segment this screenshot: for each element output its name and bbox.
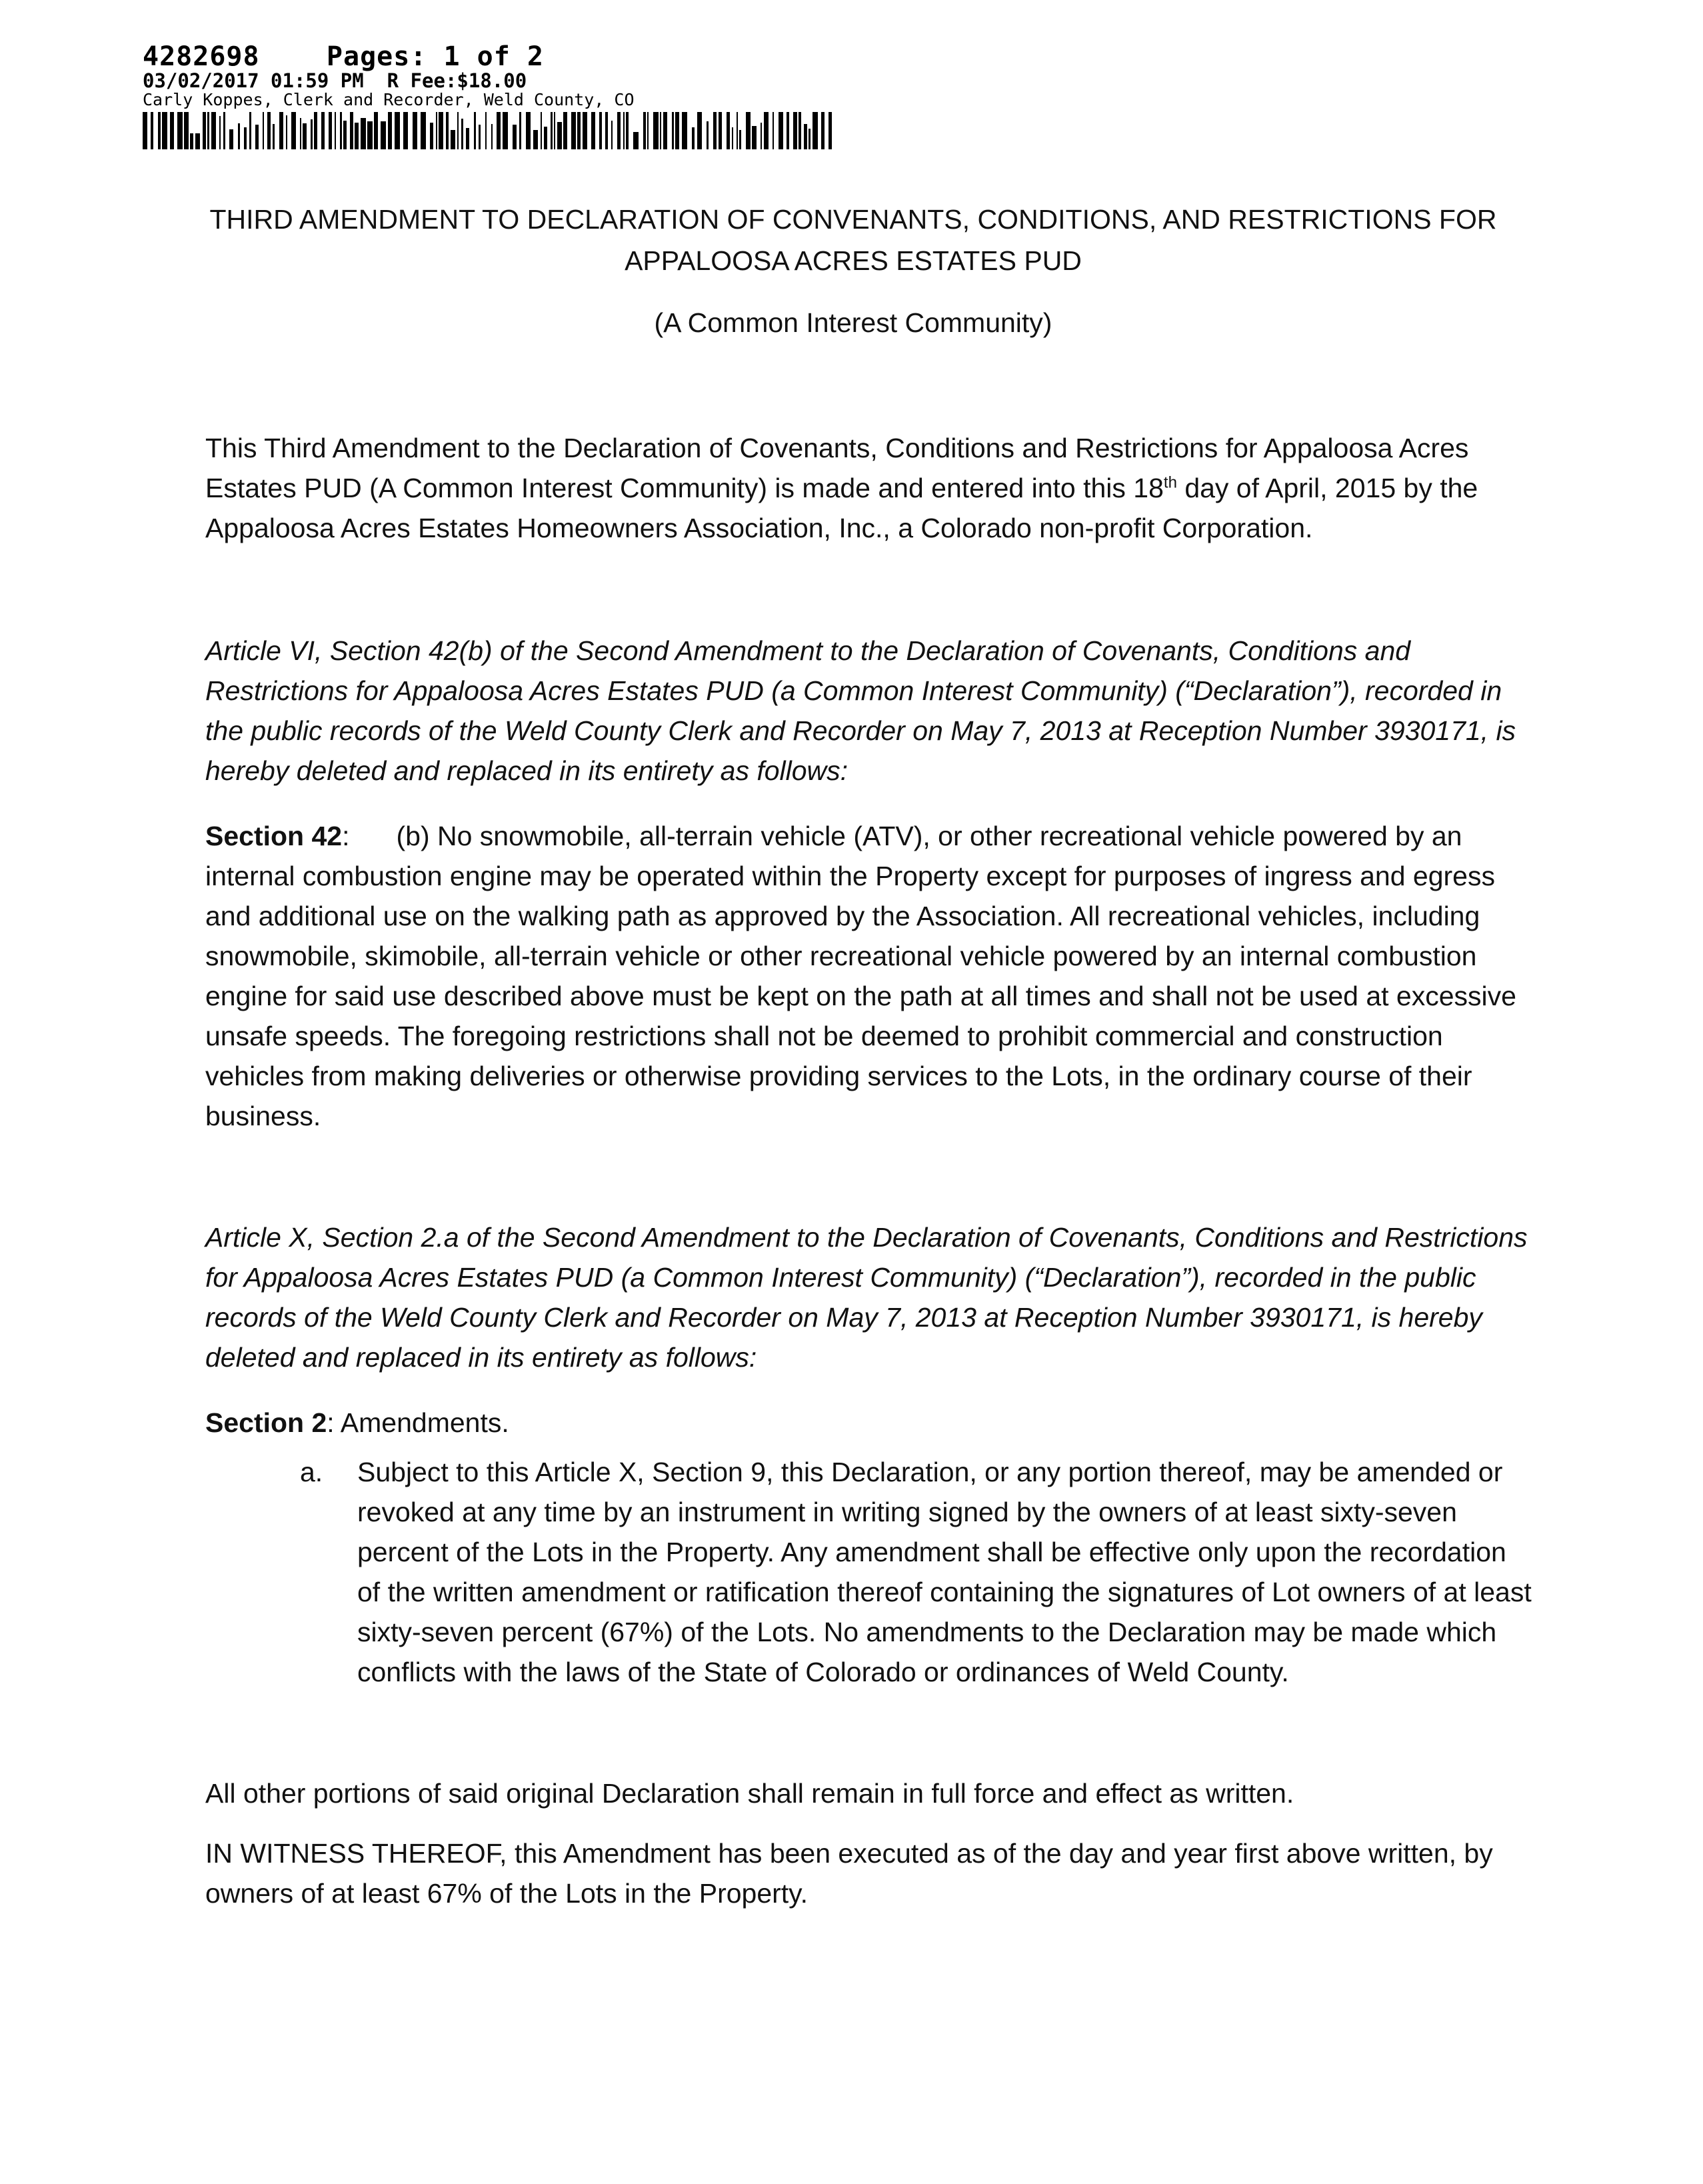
witness-paragraph: IN WITNESS THEREOF, this Amendment has been executed as of the day and year first above written, by owners of at least 67% of the Lots in the Property. xyxy=(205,1838,1493,1909)
barcode-bar xyxy=(143,112,147,149)
barcode-bar xyxy=(513,125,517,149)
barcode-bar xyxy=(457,112,459,149)
barcode-bar xyxy=(773,112,774,149)
barcode-bar xyxy=(643,112,646,149)
barcode-bar xyxy=(413,112,417,149)
barcode-bar xyxy=(599,112,602,149)
barcode-bar xyxy=(207,112,209,149)
barcode-bar xyxy=(737,112,738,149)
barcode-bar xyxy=(361,118,366,149)
document-subtitle: (A Common Interest Community) xyxy=(654,307,1052,338)
title-line-2: APPALOOSA ACRES ESTATES PUD xyxy=(625,245,1082,276)
section-2-heading: Section 2 xyxy=(205,1407,327,1438)
barcode-bar xyxy=(195,133,200,149)
barcode-bar xyxy=(533,130,538,149)
barcode-bar xyxy=(381,121,386,149)
barcode-bar xyxy=(279,112,283,149)
intro-text-after: day of April, 2015 by the Appaloosa Acres Estates Homeowners Association, Inc., a Colorado non-profit Corporation. xyxy=(205,473,1478,543)
barcode-bar xyxy=(503,112,508,149)
barcode-bar xyxy=(554,112,555,149)
barcode-bar xyxy=(403,112,408,149)
barcode-bar xyxy=(238,123,240,149)
recorder-name: Carly Koppes, Clerk and Recorder, Weld County, CO xyxy=(143,90,635,109)
barcode-bar xyxy=(479,125,481,149)
barcode-image xyxy=(143,112,836,149)
barcode-bar xyxy=(388,112,392,149)
amendment-list-item xyxy=(300,1452,1533,1692)
barcode-bar xyxy=(229,129,233,149)
barcode-bar xyxy=(577,112,581,149)
barcode-bar xyxy=(491,124,493,149)
barcode-bar xyxy=(367,121,373,149)
barcode-bar xyxy=(626,112,629,149)
barcode-bar xyxy=(439,112,443,149)
barcode-bar xyxy=(321,112,325,149)
barcode-bar xyxy=(190,133,193,149)
barcode-bar xyxy=(355,123,359,149)
barcode-bar xyxy=(779,112,783,149)
barcode-bar xyxy=(162,112,167,149)
page-count: Pages: 1 of 2 xyxy=(326,41,544,72)
barcode-bar xyxy=(623,112,625,149)
section-2-heading-line xyxy=(205,1403,1532,1443)
barcode-bar xyxy=(421,112,426,149)
barcode-bar xyxy=(461,119,463,149)
barcode-bar xyxy=(244,127,247,149)
barcode-bar xyxy=(675,112,679,149)
barcode-bar xyxy=(300,118,301,149)
barcode-bar xyxy=(474,112,476,149)
barcode-bar xyxy=(583,112,587,149)
barcode-bar xyxy=(526,112,531,149)
barcode-bar xyxy=(611,121,613,149)
stamp-datetime-fee xyxy=(143,71,635,91)
barcode-bar xyxy=(519,112,521,149)
barcode-bar xyxy=(286,115,287,149)
barcode-bar xyxy=(697,112,702,149)
barcode-bar xyxy=(335,112,336,149)
barcode-bar xyxy=(223,112,225,149)
section-42-heading: Section 42 xyxy=(205,821,343,851)
barcode-bar xyxy=(719,112,722,149)
barcode-bar xyxy=(267,112,271,149)
barcode-bar xyxy=(249,112,251,149)
barcode-bar xyxy=(273,124,275,149)
barcode-bar xyxy=(746,112,751,149)
barcode-bar xyxy=(311,119,313,149)
recording-stamp xyxy=(143,43,635,109)
barcode-bar xyxy=(591,112,595,149)
barcode-bar xyxy=(672,112,674,149)
barcode-bar xyxy=(571,112,576,149)
reception-number: 4282698 xyxy=(143,41,260,72)
barcode-bar xyxy=(821,112,825,149)
barcode-bar xyxy=(184,112,189,149)
barcode-bar xyxy=(343,121,347,149)
barcode-bar xyxy=(314,112,317,149)
list-item-text: Subject to this Article X, Section 9, this Declaration, or any portion thereof, may be amended or revoked at any time by an instrument in writing signed by the owners of at least sixty-seven percent of the Lots in the Property. Any amendment shall be effective only upon the recordation of the written amendment or ratification thereof containing the signatures of Lot owners of at least sixty-seven percent (67%) of the Lots. No amendments to the Declaration may be made which conflicts with the laws of the State of Colorado or ordinances of Weld County. xyxy=(357,1457,1532,1687)
barcode-bar xyxy=(804,124,807,149)
barcode-bar xyxy=(211,112,216,149)
barcode-bar xyxy=(497,112,501,149)
intro-paragraph xyxy=(205,428,1532,548)
barcode-bar xyxy=(436,112,437,149)
barcode-bar xyxy=(557,122,562,149)
barcode-bar xyxy=(551,112,553,149)
barcode-bar xyxy=(303,123,307,149)
barcode-bar xyxy=(485,112,487,149)
barcode-bar xyxy=(739,130,741,149)
barcode-bar xyxy=(653,112,659,149)
barcode-bar xyxy=(374,112,378,149)
article-vi-paragraph: Article VI, Section 42(b) of the Second Amendment to the Declaration of Covenants, Conditions and Restrictions for Appaloosa Acres Estates PUD (a Common Interest Community) (“Declaration”), recorded in the public records of the Weld County Clerk and Recorder on May 7, 2013 at Reception Number 3930171, is hereby deleted and replaced in its entirety as follows: xyxy=(205,635,1516,786)
barcode-bar xyxy=(451,130,455,149)
intro-text-before: This Third Amendment to the Declaration of Covenants, Conditions and Restrictions for Appaloosa Acres Estates PUD (A Common Interest Community) is made and entered into this 18 xyxy=(205,433,1469,503)
barcode-bar xyxy=(809,129,811,149)
barcode-bar xyxy=(787,112,789,149)
title-line-1: THIRD AMENDMENT TO DECLARATION OF CONVENANTS, CONDITIONS, AND RESTRICTIONS FOR xyxy=(209,204,1497,235)
barcode-bar xyxy=(647,112,649,149)
barcode-bar xyxy=(761,123,762,149)
list-item-marker: a. xyxy=(300,1457,323,1487)
barcode-bar xyxy=(466,128,469,149)
barcode-bar xyxy=(291,112,296,149)
recording-fee: R Fee:$18.00 xyxy=(387,69,527,92)
barcode-bar xyxy=(829,112,832,149)
barcode-bar xyxy=(682,112,687,149)
section-42-paragraph xyxy=(205,816,1532,1136)
barcode-bar xyxy=(541,112,542,149)
other-portions-paragraph: All other portions of said original Declaration shall remain in full force and effect as written. xyxy=(205,1778,1294,1809)
section-2-title: : Amendments. xyxy=(327,1407,509,1438)
barcode-bar xyxy=(219,116,221,149)
barcode-bar xyxy=(764,112,769,149)
barcode-bar xyxy=(732,127,733,149)
section-42-colon: : xyxy=(342,821,350,851)
intro-ordinal-suffix: th xyxy=(1163,473,1177,492)
barcode-bar xyxy=(713,112,717,149)
barcode-bar xyxy=(395,112,400,149)
barcode-bar xyxy=(793,112,797,149)
barcode-bar xyxy=(350,112,353,149)
barcode-bar xyxy=(617,112,621,149)
barcode-bar xyxy=(660,112,661,149)
barcode-bar xyxy=(340,112,342,149)
barcode-bar xyxy=(605,112,608,149)
barcode-bar xyxy=(633,132,639,149)
barcode-bar xyxy=(544,127,547,149)
barcode-bar xyxy=(727,112,730,149)
barcode-bar xyxy=(707,121,709,149)
document-title xyxy=(200,199,1506,281)
barcode-bar xyxy=(177,112,183,149)
barcode-bar xyxy=(563,112,567,149)
barcode-bar xyxy=(813,112,818,149)
article-x-paragraph: Article X, Section 2.a of the Second Amendment to the Declaration of Covenants, Conditions and Restrictions for Appaloosa Acres Estates PUD (a Common Interest Community) (“Declaration”), recorded in the public records of the Weld County Clerk and Recorder on May 7, 2013 at Reception Number 3930171, is hereby deleted and replaced in its entirety as follows: xyxy=(205,1222,1528,1373)
recording-datetime: 03/02/2017 01:59 PM xyxy=(143,69,364,92)
barcode-bar xyxy=(263,112,264,149)
barcode-bar xyxy=(151,112,153,149)
barcode-bar xyxy=(446,112,449,149)
stamp-header xyxy=(143,43,635,71)
barcode-bar xyxy=(752,126,757,149)
barcode-bar xyxy=(799,112,801,149)
barcode-bar xyxy=(663,112,667,149)
barcode-bar xyxy=(692,127,695,149)
section-42-text: (b) No snowmobile, all-terrain vehicle (ATV), or other recreational vehicle powered by an internal combustion engine may be operated within the Property except for purposes of ingress and egress and additional use on the walking path as approved by the Association. All recreational vehicles, including snowmobile, skimobile, all-terrain vehicle or other recreational vehicle powered by an internal combustion engine for said use described above must be kept on the path at all times and shall not be used at excessive unsafe speeds. The foregoing restrictions shall not be deemed to prohibit commercial and construction vehicles from making deliveries or otherwise providing services to the Lots, in the ordinary course of their business. xyxy=(205,821,1516,1131)
barcode-bar xyxy=(158,112,161,149)
barcode-bar xyxy=(255,125,259,149)
barcode-bar xyxy=(329,112,332,149)
barcode-bar xyxy=(170,112,174,149)
barcode-bar xyxy=(430,123,433,149)
barcode-bar xyxy=(203,112,206,149)
